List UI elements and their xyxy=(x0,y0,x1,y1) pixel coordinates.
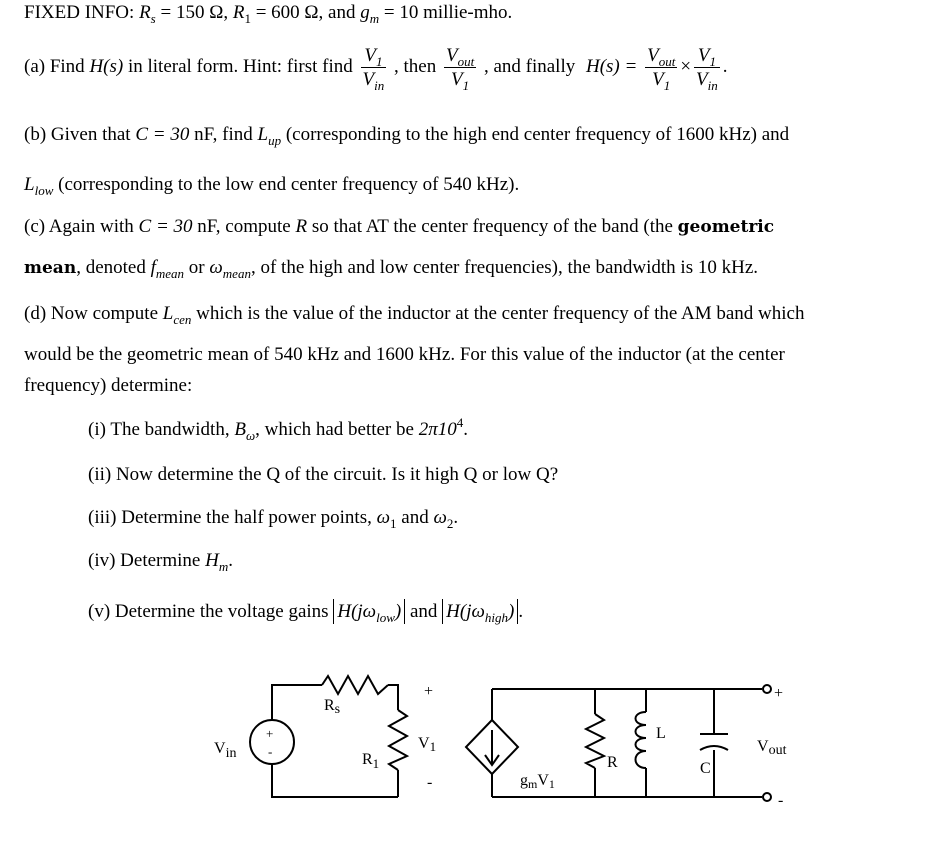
gm-subscript: m xyxy=(369,11,380,26)
omega-2-symbol: ω xyxy=(433,507,447,528)
part-a-line xyxy=(24,45,728,93)
gain-low-h: H(jω xyxy=(337,601,377,622)
part-b-text-b: nF, find xyxy=(194,124,253,145)
bandwidth-exponent: 4 xyxy=(456,415,464,430)
gain-low-sub: low xyxy=(376,610,395,625)
rs-resistor-symbol xyxy=(322,676,388,694)
lcen-symbol: L xyxy=(162,303,174,324)
part-c-bold-mean: mean xyxy=(24,258,77,278)
rs-value: = 150 Ω, xyxy=(160,2,229,23)
gain-high-expression xyxy=(442,599,518,624)
part-c-text-end: so that AT the center frequency of the band (the xyxy=(311,216,673,237)
gain-low-close: ) xyxy=(394,601,402,622)
times-sign: × xyxy=(680,55,692,77)
sub-item-v xyxy=(88,601,524,625)
circuit-diagram xyxy=(200,652,810,812)
part-b-capacitance: C = 30 xyxy=(135,124,190,145)
sub-item-i xyxy=(88,415,468,443)
part-b-line-2 xyxy=(24,174,520,198)
vin-label: Vin xyxy=(214,740,237,761)
r1-value: = 600 Ω, xyxy=(255,2,324,23)
part-a-h-equals: H(s) = xyxy=(585,55,638,77)
fraction-v1-over-vin: $\frac{V_1}{V_{in}}$ xyxy=(362,45,385,93)
wire-left-top xyxy=(272,685,322,720)
source-minus-label: - xyxy=(268,744,273,759)
inductor-symbol xyxy=(636,712,647,768)
r1-label: $R_1$ xyxy=(362,751,380,771)
fixed-info-label: FIXED INFO: xyxy=(24,2,135,23)
part-b-line-2-text: (corresponding to the low end center frequency of 540 kHz). xyxy=(58,174,520,195)
part-b-line-1 xyxy=(24,124,790,148)
gm-symbol: g xyxy=(360,2,370,23)
sub-item-iii-text: (iii) Determine the half power points, xyxy=(88,507,372,528)
v1-label: V1 xyxy=(418,735,437,754)
sub-item-iv-end: . xyxy=(228,550,233,571)
part-c-or: or xyxy=(188,257,205,278)
part-a-h: H(s) xyxy=(89,55,124,77)
fraction-vout-over-v1: $\frac{V_{out}}{V_1}$ xyxy=(445,45,475,93)
current-arrow-icon xyxy=(485,730,499,765)
rs-subscript: s xyxy=(150,11,156,26)
lcen-subscript: cen xyxy=(173,312,192,327)
omega-1-symbol: ω xyxy=(376,507,391,528)
gain-high-close: ) xyxy=(508,601,515,622)
out-plus-label: + xyxy=(774,685,784,702)
part-c-r: R xyxy=(295,216,308,237)
sub-item-ii: (ii) Now determine the Q of the circuit. Is it high Q or low Q? xyxy=(88,464,559,485)
l-label: L xyxy=(656,725,666,742)
capacitor-symbol xyxy=(700,734,728,750)
part-a-text-1: in literal form. Hint: first find xyxy=(127,55,353,77)
part-b-text-end: (corresponding to the high end center frequency of 1600 kHz) and xyxy=(285,124,790,145)
hm-symbol: H xyxy=(205,550,219,571)
llow-subscript: low xyxy=(34,183,54,198)
fixed-info-line xyxy=(24,2,513,26)
fraction-v1-over-vin-b: $\frac{V_1}{V_{in}}$ xyxy=(696,45,718,93)
output-terminal-bottom xyxy=(763,793,771,801)
r-label: R xyxy=(607,754,618,771)
vout-label: Vout xyxy=(757,738,787,758)
sub-item-i-text: (i) The bandwidth, xyxy=(88,419,230,440)
part-b-text-a: (b) Given that xyxy=(24,124,131,145)
output-terminal-top xyxy=(763,685,771,693)
part-c-line-1 xyxy=(24,217,774,236)
hm-subscript: m xyxy=(218,559,229,574)
b-omega-symbol: B xyxy=(234,419,246,440)
sub-item-v-end: . xyxy=(518,601,524,622)
lup-subscript: up xyxy=(268,133,282,148)
part-c-bold-geometric: geometric xyxy=(677,217,775,237)
f-mean-subscript: mean xyxy=(155,266,185,281)
gain-low-expression xyxy=(333,599,405,624)
gm-v1-label: gmV1 xyxy=(520,772,555,791)
source-plus-label: + xyxy=(266,726,274,741)
f-mean-symbol: f xyxy=(150,257,156,278)
fixed-and: and xyxy=(328,2,356,23)
sub-item-iii xyxy=(88,507,459,531)
part-a-text-3: , and finally xyxy=(483,55,576,77)
part-a-end: . xyxy=(722,55,728,77)
b-omega-subscript: ω xyxy=(245,428,256,443)
part-d-line-3: frequency) determine: xyxy=(24,375,193,396)
part-d-line-1 xyxy=(24,303,805,327)
sub-item-iii-end: . xyxy=(453,507,459,528)
r1-symbol: R xyxy=(232,2,245,23)
omega-1-subscript: 1 xyxy=(390,516,397,531)
sub-item-iv xyxy=(88,550,233,574)
bandwidth-value: 2π10 xyxy=(418,419,457,440)
sub-item-v-and: and xyxy=(409,601,438,622)
part-d-line-2: would be the geometric mean of 540 kHz and 1600 kHz. For this value of the inductor (at the center xyxy=(24,344,785,365)
sub-item-iv-text: (iv) Determine xyxy=(88,550,201,571)
llow-symbol: L xyxy=(24,174,35,195)
w-mean-subscript: mean xyxy=(222,266,251,281)
part-d-text-a: (d) Now compute xyxy=(24,303,159,324)
sub-item-v-text: (v) Determine the voltage gains xyxy=(88,601,329,622)
v1-plus-label: + xyxy=(424,683,434,700)
part-c-denoted: , denoted xyxy=(76,257,146,278)
sub-item-i-text-2: , which had better be xyxy=(255,419,414,440)
omega-2-subscript: 2 xyxy=(446,516,454,531)
out-minus-label: - xyxy=(778,792,784,809)
rs-symbol: R xyxy=(139,2,151,23)
fraction-vout-over-v1-b: $\frac{V_{out}}{V_1}$ xyxy=(647,45,676,93)
rs-label: Rs xyxy=(324,697,341,717)
w-mean-symbol: ω xyxy=(209,257,223,278)
lup-symbol: L xyxy=(257,124,269,145)
r1-resistor-symbol xyxy=(389,710,407,770)
gain-high-h: H(jω xyxy=(446,601,485,622)
sub-item-iii-and: and xyxy=(401,507,429,528)
gain-high-sub: high xyxy=(484,610,509,625)
v1-minus-label: - xyxy=(427,774,433,791)
part-c-line-2 xyxy=(24,257,759,281)
wire-rs-to-r1 xyxy=(388,685,398,710)
c-label: C xyxy=(700,760,711,777)
gm-value: = 10 millie-mho. xyxy=(383,2,513,23)
part-a-lead: (a) Find xyxy=(24,55,85,77)
r-resistor-symbol xyxy=(586,714,604,768)
part-c-text-b: nF, compute xyxy=(197,216,291,237)
part-c-line-2-end: , of the high and low center frequencies), the bandwidth is 10 kHz. xyxy=(250,257,759,278)
sub-item-i-end: . xyxy=(463,419,468,440)
part-c-capacitance: C = 30 xyxy=(138,216,193,237)
part-c-text-a: (c) Again with xyxy=(24,216,134,237)
part-d-text-end: which is the value of the inductor at the center frequency of the AM band which xyxy=(196,303,805,324)
r1-subscript: 1 xyxy=(244,11,251,26)
part-a-text-2: , then xyxy=(394,55,437,77)
